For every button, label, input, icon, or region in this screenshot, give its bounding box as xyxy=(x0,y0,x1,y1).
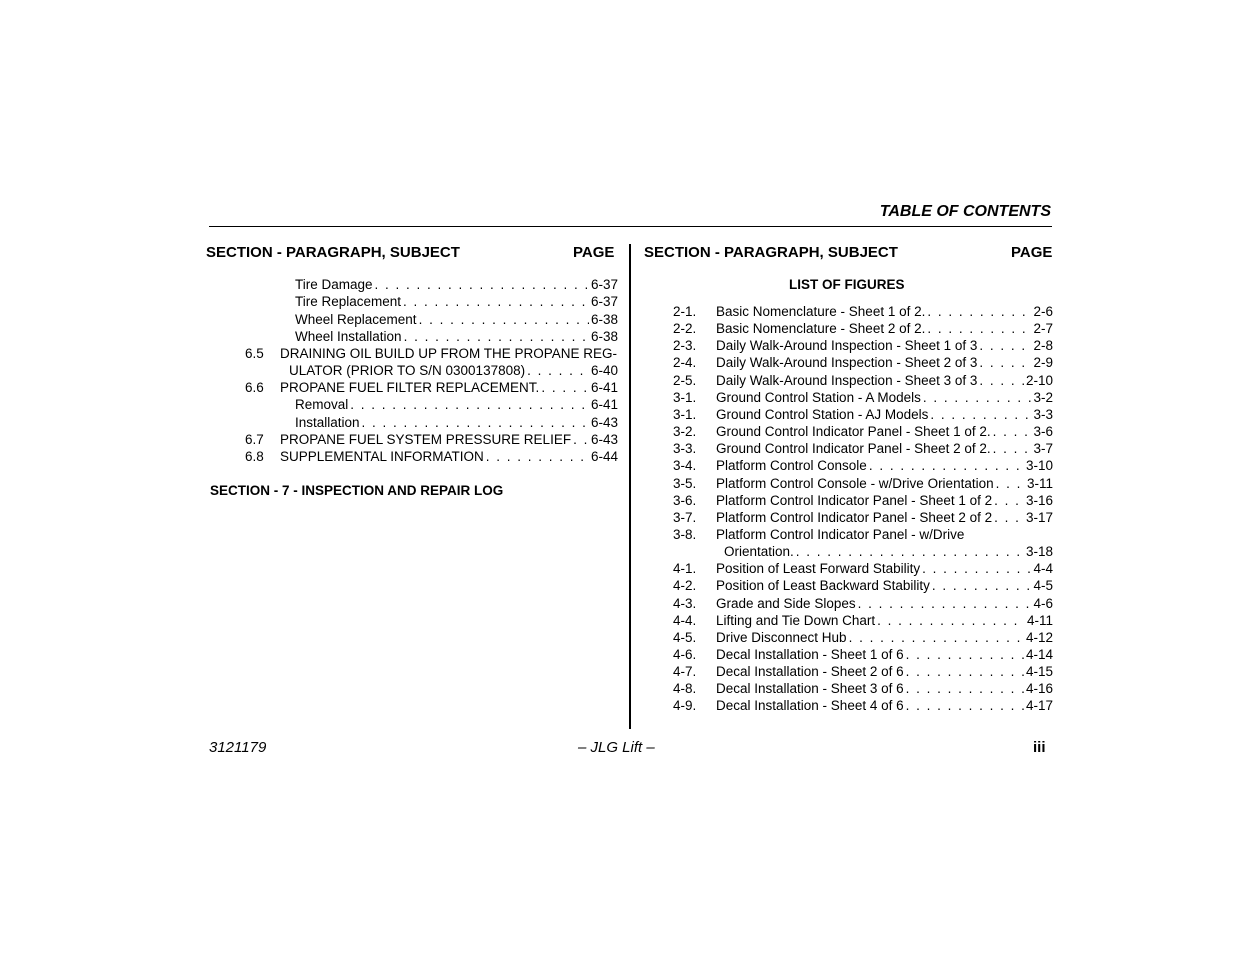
figure-entry[interactable]: 4-4. Lifting and Tie Down Chart . . . 4-11 xyxy=(673,612,1053,629)
figure-entry[interactable]: 4-9. Decal Installation - Sheet 4 of 6 . . . 4-17 xyxy=(673,697,1053,714)
figure-entry-title: Ground Control Indicator Panel - Sheet 1 of 2. xyxy=(716,424,991,439)
toc-entry-title: SUPPLEMENTAL INFORMATION xyxy=(280,449,484,464)
figure-entry-title: Decal Installation - Sheet 3 of 6 xyxy=(716,681,904,696)
figure-entry-page: 3-16 xyxy=(1025,493,1053,508)
figure-entry[interactable]: 4-7. Decal Installation - Sheet 2 of 6 . . . 4-15 xyxy=(673,663,1053,680)
toc-entry[interactable]: 6.8 SUPPLEMENTAL INFORMATION . . . 6-44 xyxy=(245,448,618,465)
page-number: iii xyxy=(1033,739,1046,756)
figure-entry[interactable]: 2-3. Daily Walk-Around Inspection - Sheet 1 of 3 . . . 2-8 xyxy=(673,337,1053,354)
toc-entry[interactable] xyxy=(245,293,618,310)
figure-entry[interactable]: 4-3. Grade and Side Slopes . . . 4-6 xyxy=(673,595,1053,612)
figure-entry-leader xyxy=(906,646,1024,663)
toc-entry-title: PROPANE FUEL FILTER REPLACEMENT. xyxy=(280,380,540,395)
figure-entry[interactable] xyxy=(673,543,1053,560)
toc-entry-title: Wheel Replacement xyxy=(295,312,417,327)
toc-entry-title: Wheel Installation xyxy=(295,329,402,344)
figure-entry-page: 4-6 xyxy=(1033,596,1053,611)
figure-entry-title: Ground Control Station - A Models xyxy=(716,390,921,405)
toc-entry-title: Installation xyxy=(295,415,360,430)
figure-entry[interactable]: 2-4. Daily Walk-Around Inspection - Sheet 2 of 3 . . . 2-9 xyxy=(673,354,1053,371)
figure-entry-page: 4-15 xyxy=(1025,664,1053,679)
toc-entry[interactable]: 6.5 DRAINING OIL BUILD UP FROM THE PROPANE REG- xyxy=(245,346,618,361)
figure-entry[interactable]: 4-1. Position of Least Forward Stability . . . 4-4 xyxy=(673,560,1053,577)
header-rule xyxy=(209,226,1052,227)
figure-entry-leader xyxy=(994,509,1024,526)
figure-entry-page: 4-17 xyxy=(1025,698,1053,713)
figure-entry-leader xyxy=(930,406,1031,423)
figure-entry-leader xyxy=(906,680,1024,697)
figure-entry-page: 2-10 xyxy=(1025,373,1053,388)
toc-entry-page: 6-38 xyxy=(590,329,618,344)
figure-entry-leader xyxy=(979,354,1031,371)
toc-entry-title: Removal xyxy=(295,397,349,412)
toc-entry-leader xyxy=(403,293,589,310)
toc-entry[interactable] xyxy=(245,276,618,293)
figure-entry-leader xyxy=(979,337,1031,354)
figure-entry-title: Daily Walk-Around Inspection - Sheet 1 of 3 xyxy=(716,338,978,353)
page-title: TABLE OF CONTENTS xyxy=(879,203,1051,220)
figure-entry[interactable]: 3-1. Ground Control Station - A Models . . . 3-2 xyxy=(673,389,1053,406)
figure-entry-title: Decal Installation - Sheet 1 of 6 xyxy=(716,647,904,662)
figure-entry-title: Daily Walk-Around Inspection - Sheet 3 of 3 xyxy=(716,373,978,388)
right-heading-page: PAGE xyxy=(1011,244,1053,261)
toc-entry-leader xyxy=(486,448,589,465)
figure-entry[interactable]: 2-1. Basic Nomenclature - Sheet 1 of 2. . . . 2-6 xyxy=(673,303,1053,320)
figure-entry[interactable]: 4-6. Decal Installation - Sheet 1 of 6 . . . 4-14 xyxy=(673,646,1053,663)
toc-entry-leader xyxy=(404,328,589,345)
figure-entry-title: Grade and Side Slopes xyxy=(716,596,856,611)
figure-entry-title: Ground Control Station - AJ Models xyxy=(716,407,929,422)
figure-entry-leader xyxy=(922,560,1031,577)
left-heading-subject: SECTION - PARAGRAPH, SUBJECT xyxy=(206,244,460,261)
figure-entry-leader xyxy=(906,697,1024,714)
figure-entry-leader xyxy=(927,303,1031,320)
figure-entry[interactable]: 4-2. Position of Least Backward Stability . . . 4-5 xyxy=(673,577,1053,594)
figure-entry-leader xyxy=(796,543,1024,560)
toc-entry-page: 6-43 xyxy=(590,415,618,430)
figure-entry-page: 3-18 xyxy=(1025,544,1053,559)
figure-entry-title: Lifting and Tie Down Chart xyxy=(716,613,876,628)
figure-entry[interactable]: 3-5. Platform Control Console - w/Drive Orientation . . . 3-11 xyxy=(673,475,1053,492)
figure-entry-page: 3-3 xyxy=(1033,407,1053,422)
toc-entry-page: 6-43 xyxy=(590,432,618,447)
toc-entry[interactable] xyxy=(245,311,618,328)
figure-entry-title: Platform Control Console xyxy=(716,458,867,473)
figure-entry-page: 4-4 xyxy=(1033,561,1053,576)
figure-entry-page: 3-6 xyxy=(1033,424,1053,439)
figure-entry-leader xyxy=(993,440,1032,457)
figure-entry-page: 2-7 xyxy=(1033,321,1053,336)
figure-entry-leader xyxy=(993,423,1032,440)
document-number: 3121179 xyxy=(209,739,267,756)
column-divider xyxy=(629,244,631,729)
toc-entry[interactable] xyxy=(245,396,618,413)
figure-entry-leader xyxy=(869,457,1024,474)
toc-entry[interactable] xyxy=(245,328,618,345)
toc-entry-leader xyxy=(419,311,589,328)
figure-entry[interactable]: 3-2. Ground Control Indicator Panel - Sheet 1 of 2. . . . 3-6 xyxy=(673,423,1053,440)
toc-entry-page: 6-37 xyxy=(590,294,618,309)
toc-entry-leader xyxy=(573,431,589,448)
figure-entry-leader xyxy=(996,475,1025,492)
figure-entry-title: Position of Least Backward Stability xyxy=(716,578,930,593)
figure-entry-leader xyxy=(858,595,1032,612)
toc-entry-page: 6-41 xyxy=(590,397,618,412)
figure-entry-leader xyxy=(994,492,1024,509)
figure-entry-page: 4-12 xyxy=(1025,630,1053,645)
figure-entry[interactable]: 2-2. Basic Nomenclature - Sheet 2 of 2. . . . 2-7 xyxy=(673,320,1053,337)
figure-entry-page: 3-17 xyxy=(1025,510,1053,525)
figure-entry-page: 3-7 xyxy=(1033,441,1053,456)
figure-entry-leader xyxy=(979,372,1024,389)
toc-entry-title: PROPANE FUEL SYSTEM PRESSURE RELIEF xyxy=(280,432,572,447)
list-of-figures-title: LIST OF FIGURES xyxy=(789,277,905,292)
figure-entry[interactable]: 3-7. Platform Control Indicator Panel - Sheet 2 of 2 . . . 3-17 xyxy=(673,509,1053,526)
toc-entry[interactable]: 6.7 PROPANE FUEL SYSTEM PRESSURE RELIEF . . . 6-43 xyxy=(245,431,618,448)
figure-entry-page: 4-11 xyxy=(1026,613,1053,628)
figure-entry-title: Platform Control Indicator Panel - Sheet 2 of 2 xyxy=(716,510,993,525)
toc-entry-leader xyxy=(527,362,589,379)
figure-entry-title: Basic Nomenclature - Sheet 1 of 2. xyxy=(716,304,926,319)
left-heading-page: PAGE xyxy=(573,244,615,261)
figure-entry-page: 3-11 xyxy=(1026,476,1053,491)
figure-entry-title: Platform Control Indicator Panel - w/Drive xyxy=(716,527,965,542)
figure-entry-page: 4-14 xyxy=(1025,647,1053,662)
figure-entry-title: Basic Nomenclature - Sheet 2 of 2. xyxy=(716,321,926,336)
figure-entry[interactable]: 3-4. Platform Control Console . . . 3-10 xyxy=(673,457,1053,474)
footer-center-label: – JLG Lift – xyxy=(578,739,655,756)
figure-entry-page: 4-5 xyxy=(1033,578,1053,593)
figure-entry-page: 4-16 xyxy=(1025,681,1053,696)
figure-entry-leader xyxy=(932,577,1032,594)
figure-entry-title: Platform Control Indicator Panel - Sheet 1 of 2 xyxy=(716,493,993,508)
figure-entry-page: 3-10 xyxy=(1025,458,1053,473)
toc-entry-page: 6-41 xyxy=(590,380,618,395)
toc-entry-page: 6-37 xyxy=(590,277,618,292)
figure-entry-title: Position of Least Forward Stability xyxy=(716,561,921,576)
figure-entry[interactable]: 4-5. Drive Disconnect Hub . . . 4-12 xyxy=(673,629,1053,646)
figure-entry[interactable]: 2-5. Daily Walk-Around Inspection - Sheet 3 of 3 . . . 2-10 xyxy=(673,372,1053,389)
figure-entry[interactable]: 3-6. Platform Control Indicator Panel - Sheet 1 of 2 . . . 3-16 xyxy=(673,492,1053,509)
toc-entry-leader xyxy=(362,414,589,431)
figure-entry-page: 2-8 xyxy=(1033,338,1053,353)
figure-entry[interactable]: 3-8. Platform Control Indicator Panel - w/Drive xyxy=(673,527,965,542)
figure-entry-leader xyxy=(927,320,1031,337)
figure-entry-title: Ground Control Indicator Panel - Sheet 2 of 2. xyxy=(716,441,991,456)
toc-entry-title: ULATOR (PRIOR TO S/N 0300137808) xyxy=(289,363,526,378)
figure-entry-leader xyxy=(923,389,1032,406)
figure-entry-leader xyxy=(849,629,1024,646)
figure-entry[interactable]: 4-8. Decal Installation - Sheet 3 of 6 . . . 4-16 xyxy=(673,680,1053,697)
figure-entry[interactable]: 3-1. Ground Control Station - AJ Models . . . 3-3 xyxy=(673,406,1053,423)
figure-entry-title: Orientation. xyxy=(724,544,794,559)
toc-entry-leader xyxy=(350,396,589,413)
toc-entry-page: 6-38 xyxy=(590,312,618,327)
figure-entry-title: Decal Installation - Sheet 4 of 6 xyxy=(716,698,904,713)
toc-entry-title: DRAINING OIL BUILD UP FROM THE PROPANE REG- xyxy=(280,346,618,361)
toc-entry-leader xyxy=(375,276,589,293)
toc-entry-title: Tire Damage xyxy=(295,277,373,292)
toc-entry-page: 6-44 xyxy=(590,449,618,464)
toc-entry-leader xyxy=(541,379,589,396)
toc-entry[interactable]: 6.6 PROPANE FUEL FILTER REPLACEMENT. . . . 6-41 xyxy=(245,379,618,396)
figure-entry-title: Daily Walk-Around Inspection - Sheet 2 of 3 xyxy=(716,355,978,370)
figure-entry-title: Platform Control Console - w/Drive Orientation xyxy=(716,476,994,491)
toc-entry[interactable] xyxy=(245,414,618,431)
figure-entry[interactable]: 3-3. Ground Control Indicator Panel - Sheet 2 of 2. . . . 3-7 xyxy=(673,440,1053,457)
toc-entry-title: Tire Replacement xyxy=(295,294,402,309)
section-7-heading[interactable]: SECTION - 7 - INSPECTION AND REPAIR LOG xyxy=(210,483,504,498)
figure-entry-title: Decal Installation - Sheet 2 of 6 xyxy=(716,664,904,679)
figure-entry-title: Drive Disconnect Hub xyxy=(716,630,847,645)
figure-entry-page: 3-2 xyxy=(1033,390,1053,405)
toc-entry[interactable] xyxy=(245,362,618,379)
figure-entry-page: 2-9 xyxy=(1033,355,1053,370)
right-heading-subject: SECTION - PARAGRAPH, SUBJECT xyxy=(644,244,898,261)
figure-entry-page: 2-6 xyxy=(1033,304,1053,319)
figure-entry-leader xyxy=(877,612,1025,629)
figure-entry-leader xyxy=(906,663,1024,680)
toc-entry-page: 6-40 xyxy=(590,363,618,378)
